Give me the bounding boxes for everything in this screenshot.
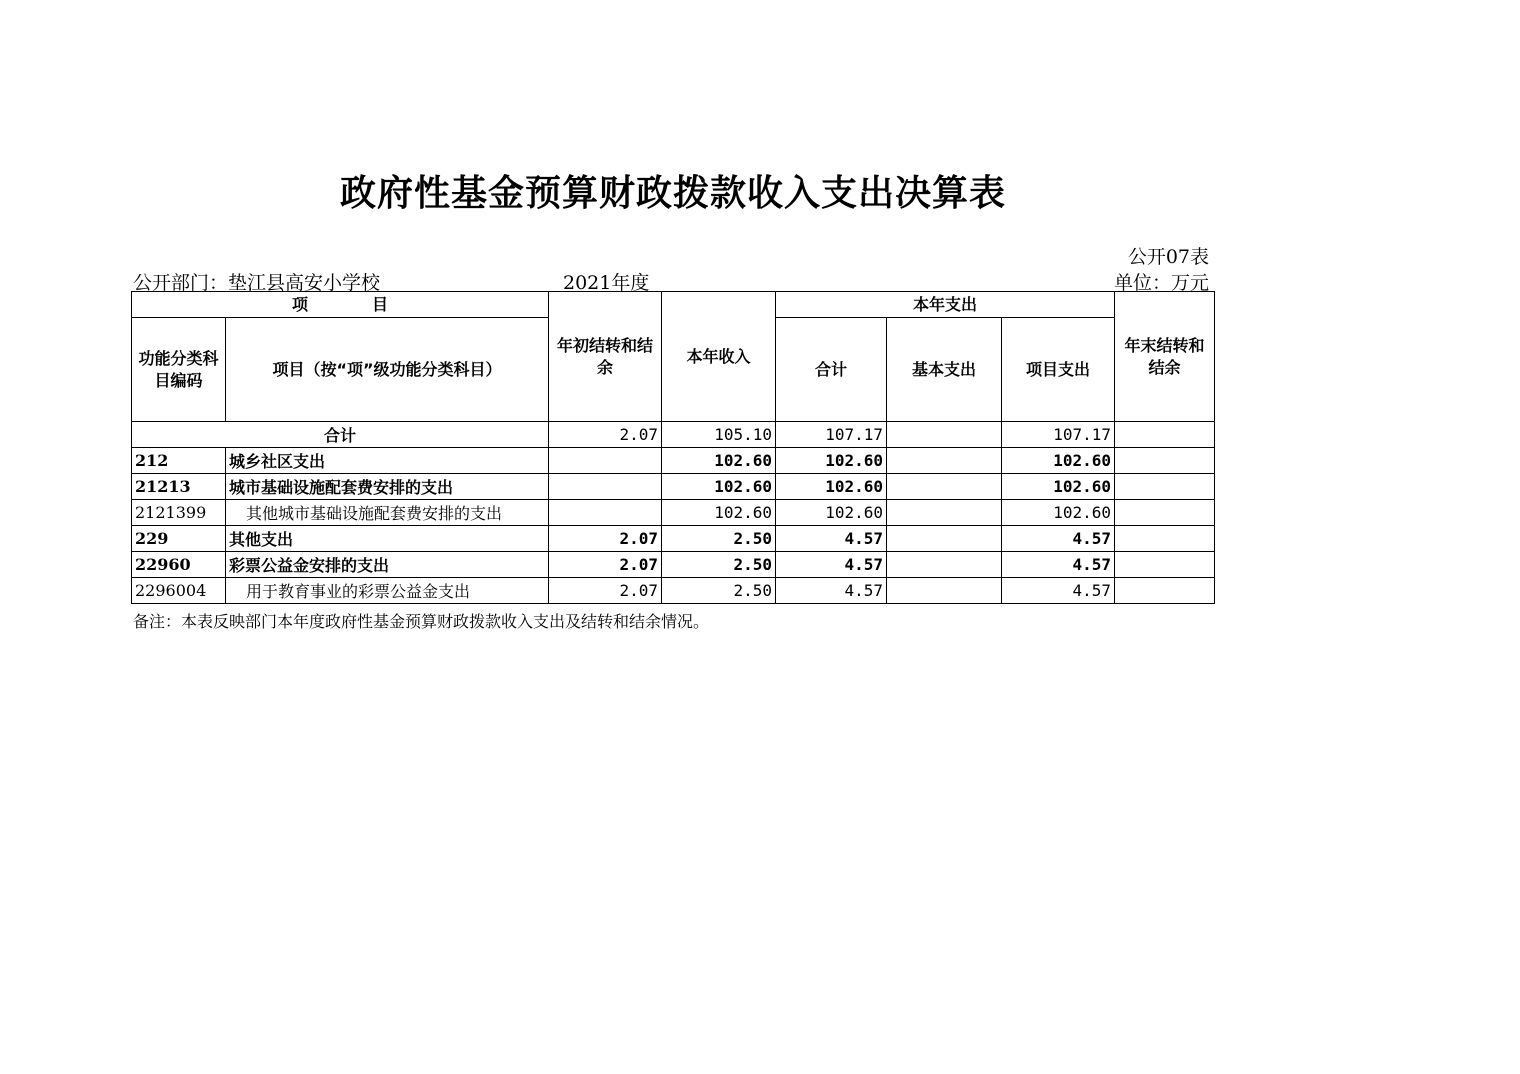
cell-ending — [1115, 500, 1215, 526]
cell-code: 229 — [132, 526, 226, 552]
cell-exp-project: 102.60 — [1002, 500, 1115, 526]
cell-beginning: 2.07 — [549, 422, 662, 448]
cell-name: 其他城市基础设施配套费安排的支出 — [226, 500, 549, 526]
cell-exp-basic — [887, 448, 1002, 474]
cell-exp-basic — [887, 474, 1002, 500]
header-beginning-balance: 年初结转和结余 — [549, 292, 662, 422]
cell-beginning — [549, 448, 662, 474]
cell-income: 102.60 — [662, 448, 776, 474]
total-row — [132, 422, 1215, 448]
cell-name: 彩票公益金安排的支出 — [226, 552, 549, 578]
cell-beginning — [549, 474, 662, 500]
table-row — [132, 578, 1215, 604]
department-label: 公开部门：垫江县高安小学校 — [133, 272, 381, 294]
header-exp-basic: 基本支出 — [887, 318, 1002, 422]
cell-ending — [1115, 552, 1215, 578]
cell-name: 用于教育事业的彩票公益金支出 — [226, 578, 549, 604]
page-title: 政府性基金预算财政拨款收入支出决算表 — [339, 173, 1006, 214]
header-exp-project: 项目支出 — [1002, 318, 1115, 422]
cell-exp-project: 107.17 — [1002, 422, 1115, 448]
header-item: 项目（按“项”级功能分类科目） — [226, 318, 549, 422]
table-row — [132, 552, 1215, 578]
cell-exp-project: 102.60 — [1002, 448, 1115, 474]
cell-exp-project: 4.57 — [1002, 526, 1115, 552]
cell-income: 2.50 — [662, 526, 776, 552]
cell-exp-total: 102.60 — [776, 500, 887, 526]
cell-exp-total: 107.17 — [776, 422, 887, 448]
cell-exp-total: 4.57 — [776, 552, 887, 578]
cell-exp-project: 102.60 — [1002, 474, 1115, 500]
header-code: 功能分类科目编码 — [132, 318, 226, 422]
table-note: 备注：本表反映部门本年度政府性基金预算财政拨款收入支出及结转和结余情况。 — [133, 612, 710, 631]
cell-ending — [1115, 422, 1215, 448]
header-exp-total: 合计 — [776, 318, 887, 422]
cell-exp-basic — [887, 500, 1002, 526]
table-row — [132, 500, 1215, 526]
cell-code: 2296004 — [132, 578, 226, 604]
header-ending-balance: 年末结转和结余 — [1115, 292, 1215, 422]
table-row — [132, 448, 1215, 474]
cell-exp-project: 4.57 — [1002, 578, 1115, 604]
cell-beginning: 2.07 — [549, 578, 662, 604]
cell-exp-basic — [887, 552, 1002, 578]
cell-name: 城市基础设施配套费安排的支出 — [226, 474, 549, 500]
budget-table — [131, 291, 1215, 604]
cell-beginning: 2.07 — [549, 552, 662, 578]
cell-code: 212 — [132, 448, 226, 474]
cell-income: 2.50 — [662, 552, 776, 578]
cell-name: 其他支出 — [226, 526, 549, 552]
cell-code: 21213 — [132, 474, 226, 500]
form-number: 公开07表 — [1127, 246, 1209, 268]
cell-exp-basic — [887, 578, 1002, 604]
cell-exp-basic — [887, 422, 1002, 448]
header-project: 项 目 — [132, 292, 549, 318]
cell-ending — [1115, 526, 1215, 552]
cell-income: 105.10 — [662, 422, 776, 448]
table-row — [132, 526, 1215, 552]
cell-beginning — [549, 500, 662, 526]
cell-exp-total: 4.57 — [776, 526, 887, 552]
cell-ending — [1115, 448, 1215, 474]
fiscal-year: 2021年度 — [563, 272, 650, 294]
cell-exp-total: 102.60 — [776, 448, 887, 474]
cell-code: 22960 — [132, 552, 226, 578]
cell-ending — [1115, 474, 1215, 500]
cell-name: 城乡社区支出 — [226, 448, 549, 474]
total-label: 合计 — [132, 422, 549, 448]
cell-income: 102.60 — [662, 500, 776, 526]
cell-income: 2.50 — [662, 578, 776, 604]
cell-income: 102.60 — [662, 474, 776, 500]
cell-exp-total: 102.60 — [776, 474, 887, 500]
header-income: 本年收入 — [662, 292, 776, 422]
cell-code: 2121399 — [132, 500, 226, 526]
cell-exp-total: 4.57 — [776, 578, 887, 604]
cell-beginning: 2.07 — [549, 526, 662, 552]
header-expenditure: 本年支出 — [776, 292, 1115, 318]
cell-exp-project: 4.57 — [1002, 552, 1115, 578]
unit-label: 单位：万元 — [1113, 272, 1209, 294]
cell-exp-basic — [887, 526, 1002, 552]
table-row — [132, 474, 1215, 500]
cell-ending — [1115, 578, 1215, 604]
